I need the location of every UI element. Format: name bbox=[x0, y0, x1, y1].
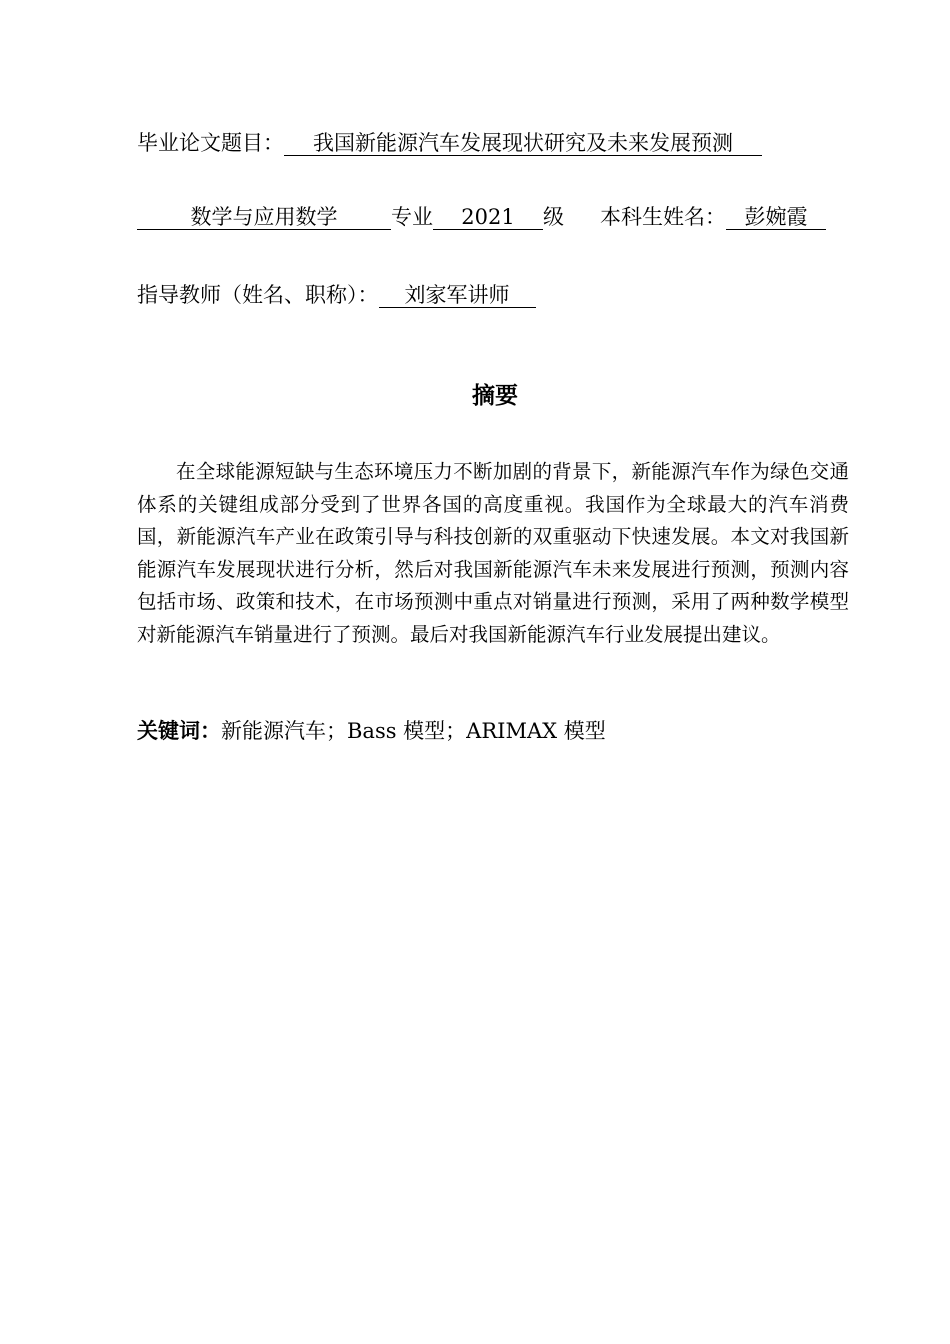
year-label: 级 bbox=[543, 205, 564, 229]
thesis-title-row bbox=[137, 128, 762, 158]
keywords-row bbox=[137, 716, 606, 746]
student-info-row bbox=[137, 202, 826, 232]
abstract-body: 在全球能源短缺与生态环境压力不断加剧的背景下，新能源汽车作为绿色交通体系的关键组成部分受到了世界各国的高度重视。我国作为全球最大的汽车消费国，新能源汽车产业在政策引导与科技创新的双重驱动下快速发展。本文对我国新能源汽车发展现状进行分析，然后对我国新能源汽车未来发展进行预测，预测内容包括市场、政策和技术，在市场预测中重点对销量进行预测，采用了两种数学模型对新能源汽车销量进行了预测。最后对我国新能源汽车行业发展提出建议。 bbox=[137, 460, 849, 646]
major-label: 专业 bbox=[391, 205, 433, 229]
abstract-heading: 摘要 bbox=[472, 383, 518, 409]
advisor-value: 刘家军讲师 bbox=[379, 283, 536, 308]
student-name-value: 彭婉霞 bbox=[726, 205, 826, 230]
advisor-label: 指导教师（姓名、职称）： bbox=[137, 283, 379, 307]
thesis-title-label: 毕业论文题目： bbox=[137, 131, 284, 155]
year-value: 2021 bbox=[433, 205, 543, 230]
keywords-value: 新能源汽车；Bass 模型；ARIMAX 模型 bbox=[221, 719, 606, 743]
student-name-label: 本科生姓名： bbox=[600, 205, 726, 229]
keywords-label: 关键词： bbox=[137, 719, 221, 743]
advisor-row bbox=[137, 280, 536, 310]
thesis-title-value: 我国新能源汽车发展现状研究及未来发展预测 bbox=[284, 131, 762, 156]
major-value: 数学与应用数学 bbox=[137, 205, 391, 230]
